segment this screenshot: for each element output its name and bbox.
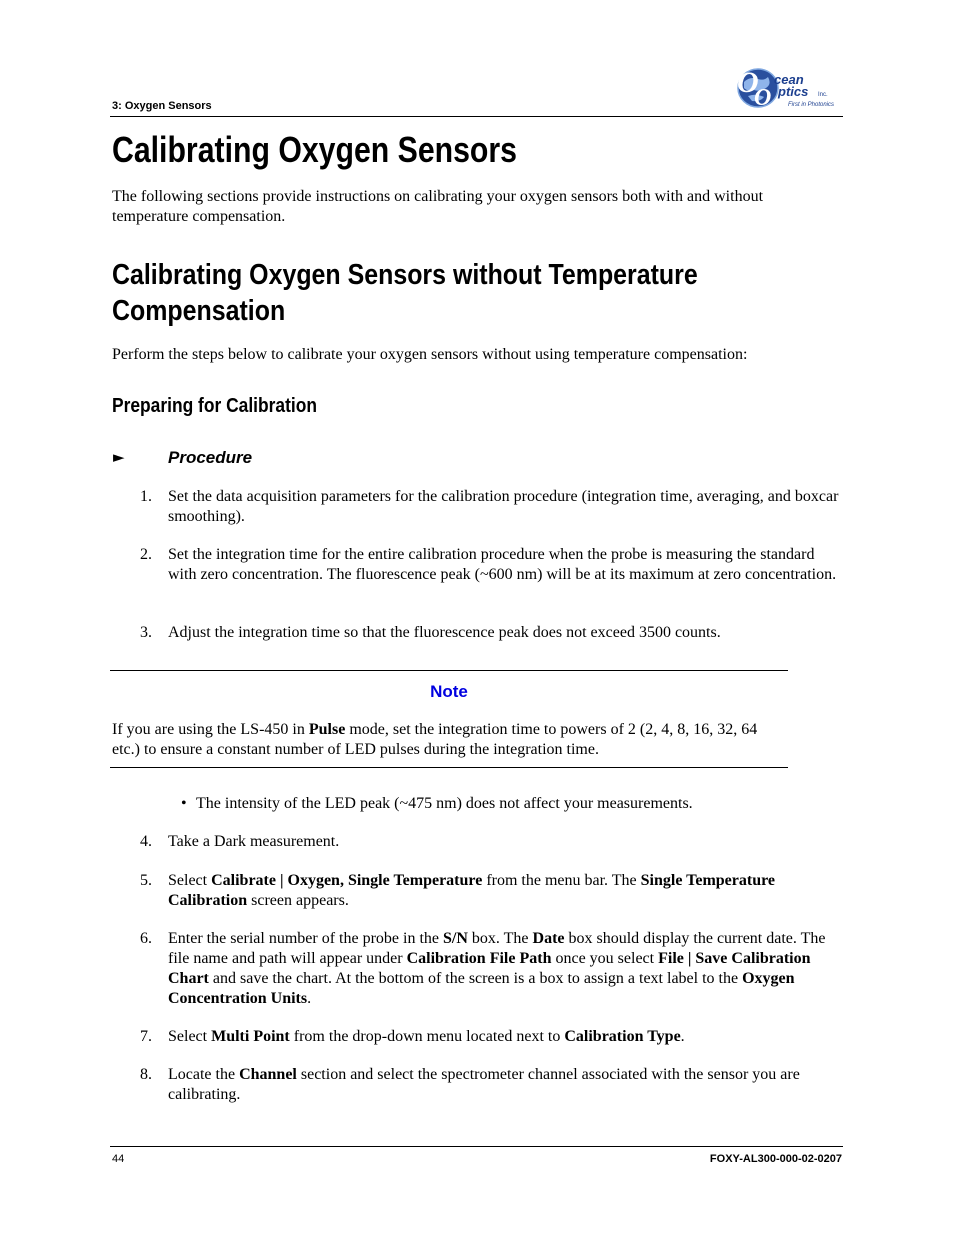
note-top-rule <box>110 670 788 671</box>
bullet-symbol: • <box>181 795 187 812</box>
note-bottom-rule <box>110 767 788 768</box>
company-logo: O cean O ptics Inc. First in Photonics <box>734 66 842 112</box>
running-header: 3: Oxygen Sensors <box>112 100 212 112</box>
step-text: Enter the serial number of the probe in the S/N box. The Date box should display the current date. The file name and path will appear under Calibration File Path once you select File | Save Calibration Chart and save the chart. At the bottom of the screen is a box to assign a text label to the Oxygen Concentration Units. <box>168 930 826 1007</box>
step-text: Locate the Channel section and select the spectrometer channel associated with the sensor you are calibrating. <box>168 1066 800 1103</box>
step-text: Adjust the integration time so that the fluorescence peak does not exceed 3500 counts. <box>168 624 721 641</box>
document-id: FOXY-AL300-000-02-0207 <box>709 1153 842 1165</box>
step-text: Select Calibrate | Oxygen, Single Temperature from the menu bar. The Single Temperature Calibration screen appears. <box>168 872 776 909</box>
step-number: 5. <box>140 872 152 889</box>
section-intro: Perform the steps below to calibrate your oxygen sensors without using temperature compensation: <box>112 346 748 363</box>
step-number: 7. <box>140 1028 152 1045</box>
note-text: If you are using the LS-450 in Pulse mode, set the integration time to powers of 2 (2, 4, 8, 16, 32, 64 etc.) to ensure a constant number of LED pulses during the integration time. <box>112 721 758 758</box>
step-number: 1. <box>140 488 152 505</box>
procedure-arrow-icon: ► <box>113 448 125 466</box>
step-text: Set the data acquisition parameters for the calibration procedure (integration time, averaging, and boxcar smoothing). <box>168 488 839 525</box>
step-number: 4. <box>140 833 152 850</box>
step-text: Set the integration time for the entire calibration procedure when the probe is measuring the standard with zero concentration. The fluorescence peak (~600 nm) will be at its maximum at zero concentration. <box>168 546 837 583</box>
section-heading: Calibrating Oxygen Sensors without Temperature Compensation <box>112 259 698 327</box>
page-title: Calibrating Oxygen Sensors <box>112 129 517 170</box>
step-text: Take a Dark measurement. <box>168 833 340 850</box>
header-rule <box>110 116 843 117</box>
step-number: 2. <box>140 546 152 563</box>
footer-rule <box>110 1146 843 1147</box>
bullet-text: The intensity of the LED peak (~475 nm) does not affect your measurements. <box>196 795 693 812</box>
page-number: 44 <box>112 1153 125 1165</box>
note-title: Note <box>430 682 468 701</box>
step-number: 3. <box>140 624 152 641</box>
step-number: 6. <box>140 930 152 947</box>
subheading: Preparing for Calibration <box>112 395 317 417</box>
intro-paragraph: The following sections provide instructions on calibrating your oxygen sensors both with and without temperature compensation. <box>112 188 764 225</box>
step-text: Select Multi Point from the drop-down menu located next to Calibration Type. <box>168 1028 685 1045</box>
procedure-label: Procedure <box>168 448 253 467</box>
step-number: 8. <box>140 1066 152 1083</box>
